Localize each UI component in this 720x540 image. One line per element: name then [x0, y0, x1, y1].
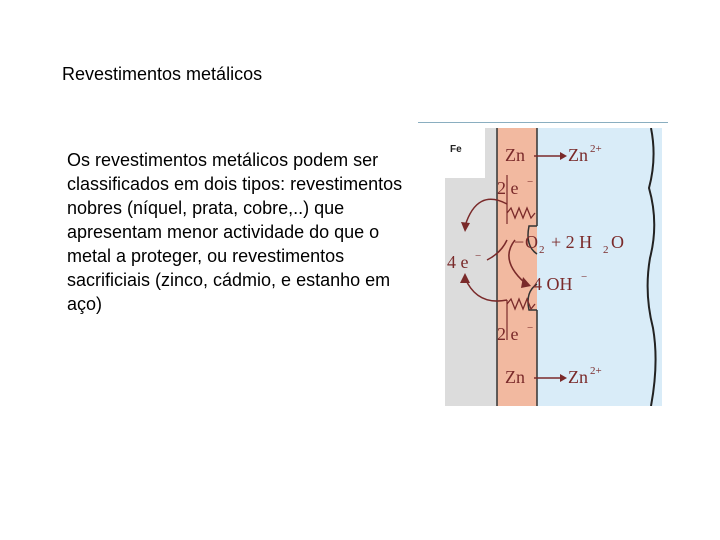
zn-top: Zn [505, 145, 525, 165]
minus-before-o2: − [514, 232, 525, 252]
water-oxygen: O [611, 232, 624, 252]
four-electrons-charge: − [475, 250, 482, 262]
two-electrons-lower: 2 e [497, 324, 519, 344]
zn-ion-charge-bottom: 2+ [590, 365, 602, 377]
divider-line [418, 122, 668, 123]
water-subscript: 2 [603, 244, 609, 256]
body-paragraph: Os revestimentos metálicos podem ser classificados em dois tipos: revestimentos nobres (níquel, prata, cobre,..) que apresentam menor actividade do que o metal a proteger, ou revestimentos sacrificiais (zinco, cádmio, e estanho em aço) [67, 150, 403, 314]
four-electrons-label: 4 e [447, 252, 469, 272]
zn-ion-top: Zn [568, 145, 588, 165]
two-electrons-upper: 2 e [497, 178, 519, 198]
corrosion-diagram-svg [445, 128, 662, 406]
two-electrons-lower-charge: − [527, 322, 534, 334]
two-electrons-upper-charge: − [527, 176, 534, 188]
zn-ion-bottom: Zn [568, 367, 588, 387]
oxygen-molecule: O [525, 232, 538, 252]
corrosion-diagram [445, 128, 662, 406]
zn-bottom: Zn [505, 367, 525, 387]
hydroxide-charge: − [581, 271, 588, 283]
oxygen-subscript: 2 [539, 244, 545, 256]
hydroxide-label: 4 OH [533, 274, 573, 294]
slide-title: Revestimentos metálicos [62, 64, 263, 84]
fe-label: Fe [450, 144, 462, 155]
zinc-coating-region [497, 128, 537, 406]
plus-water: + 2 H [551, 232, 593, 252]
zn-ion-charge-top: 2+ [590, 143, 602, 155]
